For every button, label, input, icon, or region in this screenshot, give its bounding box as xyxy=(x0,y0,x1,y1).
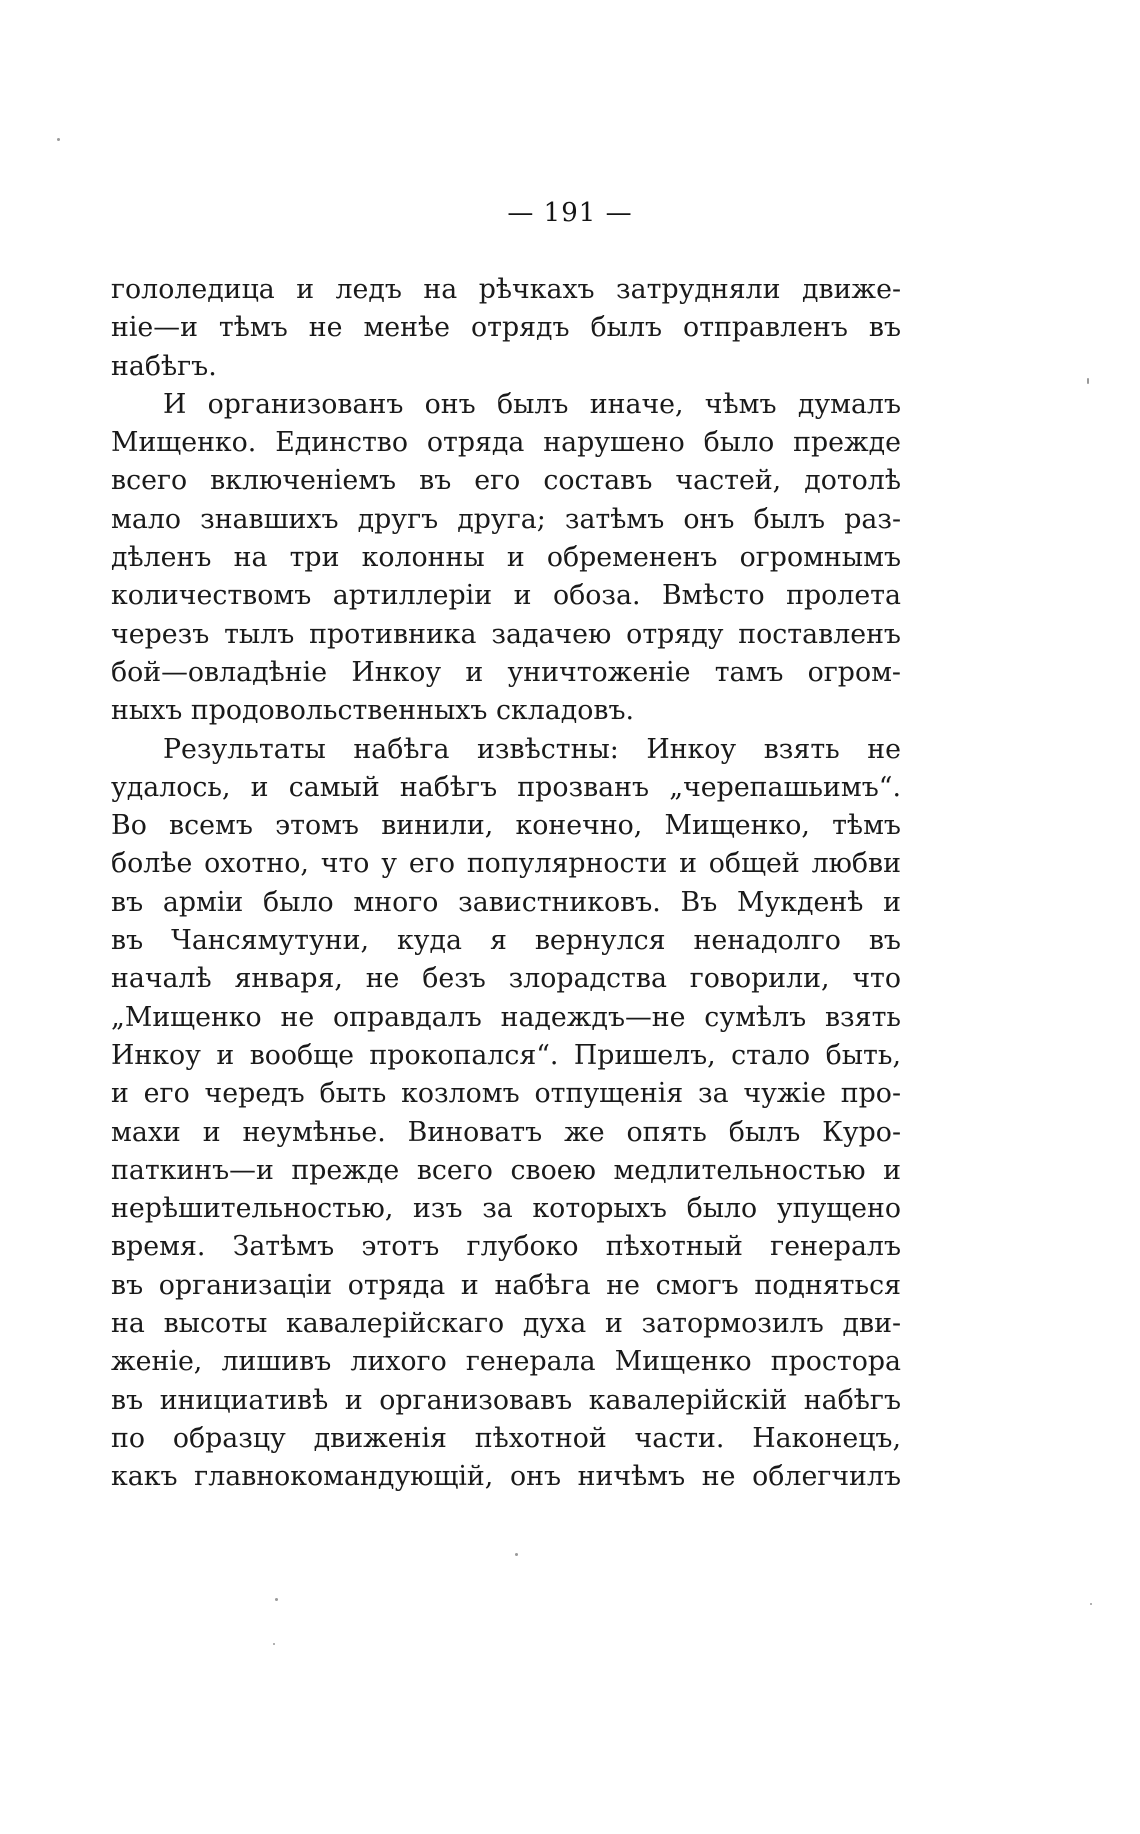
text-line: нерѣшительностью, изъ за которыхъ было упущено xyxy=(111,1193,901,1225)
page-number: — 191 — xyxy=(507,198,633,228)
text-line: Во всемъ этомъ винили, конечно, Мищенко, тѣмъ xyxy=(111,810,901,842)
text-line: гололедица и ледъ на рѣчкахъ затрудняли движе- xyxy=(111,274,901,305)
text-line: удалось, и самый набѣгъ прозванъ „черепашьимъ“. xyxy=(111,771,901,803)
text-line: набѣгъ. xyxy=(111,350,217,382)
text-line: паткинъ—и прежде всего своею медлительностью и xyxy=(111,1154,901,1186)
text-line: по образцу движенія пѣхотной части. Наконецъ, xyxy=(111,1422,901,1454)
text-line: мало знавшихъ другъ друга; затѣмъ онъ былъ раз- xyxy=(111,503,901,535)
text-line: въ инициативѣ и организовавъ кавалерійскій набѣгъ xyxy=(111,1384,901,1416)
scan-speck xyxy=(515,1553,518,1556)
text-line: всего включеніемъ въ его составъ частей, дотолѣ xyxy=(111,465,901,497)
text-line: въ Чансямутуни, куда я вернулся ненадолго въ xyxy=(111,925,901,957)
scan-speck xyxy=(57,138,60,141)
text-line: болѣе охотно, что у его популярности и общей любви xyxy=(111,848,901,880)
text-line: и его чередъ быть козломъ отпущенія за чужіе про- xyxy=(111,1078,901,1110)
text-line: Инкоу и вообще прокопался“. Пришелъ, стало быть, xyxy=(111,1039,901,1071)
body-text xyxy=(111,271,901,1497)
text-line: махи и неумѣнье. Виноватъ же опять былъ Куро- xyxy=(111,1116,901,1148)
text-line: Результаты набѣга извѣстны: Инкоу взять не xyxy=(163,733,901,765)
text-line: „Мищенко не оправдалъ надеждъ—не сумѣлъ взять xyxy=(111,1001,901,1033)
text-line: въ организаціи отряда и набѣга не смогъ подняться xyxy=(111,1269,901,1301)
text-line: дѣленъ на три колонны и обремененъ огромнымъ xyxy=(111,542,901,574)
scan-speck xyxy=(273,1643,275,1645)
text-line: черезъ тылъ противника задачею отряду поставленъ xyxy=(111,618,901,650)
text-line: бой—овладѣніе Инкоу и уничтоженіе тамъ огром- xyxy=(111,656,901,688)
scan-speck xyxy=(1087,378,1089,384)
text-line: женіе, лишивъ лихого генерала Мищенко простора xyxy=(111,1346,901,1378)
scan-speck xyxy=(1090,1603,1092,1605)
text-line: Мищенко. Единство отряда нарушено было прежде xyxy=(111,427,901,459)
text-line: ніе—и тѣмъ не менѣе отрядъ былъ отправленъ въ xyxy=(111,312,901,344)
text-line: на высоты кавалерійскаго духа и затормозилъ дви- xyxy=(111,1308,901,1340)
scan-speck xyxy=(275,1598,278,1601)
text-line: И организованъ онъ былъ иначе, чѣмъ думалъ xyxy=(163,388,901,420)
text-line: время. Затѣмъ этотъ глубоко пѣхотный генералъ xyxy=(111,1231,901,1263)
text-line: количествомъ артиллеріи и обоза. Вмѣсто пролета xyxy=(111,580,901,612)
text-line: въ арміи было много завистниковъ. Въ Мукденѣ и xyxy=(111,886,901,918)
text-line: началѣ января, не безъ злорадства говорили, что xyxy=(111,963,901,995)
text-line: какъ главнокомандующій, онъ ничѣмъ не облегчилъ xyxy=(111,1461,901,1493)
text-line: ныхъ продовольственныхъ складовъ. xyxy=(111,695,635,727)
